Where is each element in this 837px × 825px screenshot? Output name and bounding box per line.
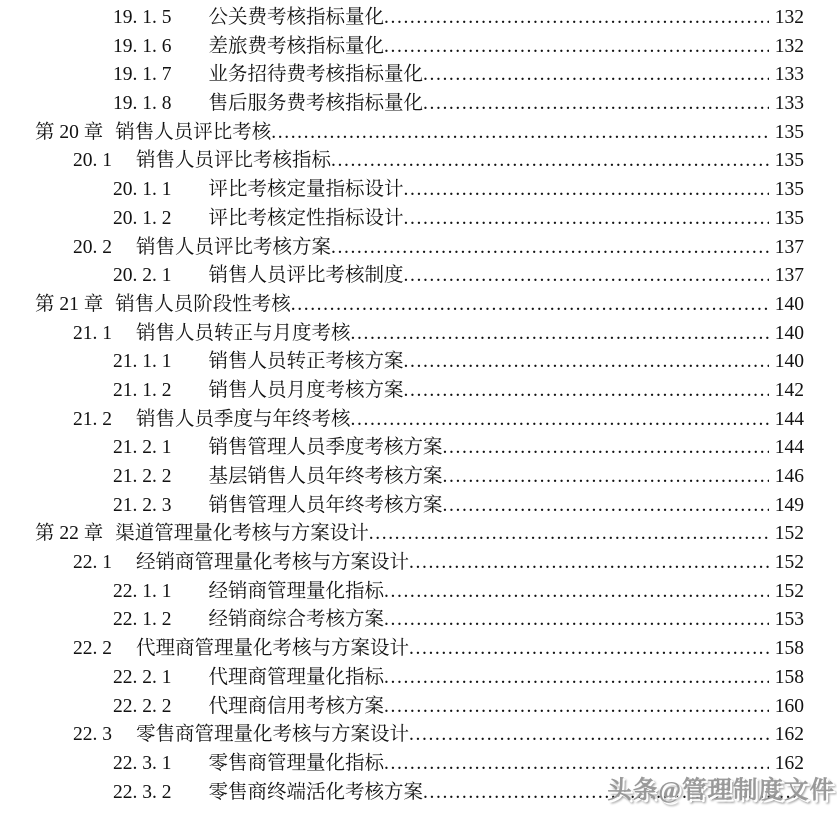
toc-entry-page-number: 135 (774, 207, 804, 229)
toc-entry-page-number: 135 (774, 179, 804, 201)
dot-leader (384, 664, 769, 693)
watermark: 头条@管理制度文件 (607, 777, 835, 804)
toc-entry-title: 经销商管理量化指标 (208, 580, 385, 602)
toc-entry-title: 零售商管理量化考核与方案设计 (136, 724, 410, 746)
dot-leader (271, 119, 768, 148)
dot-leader (404, 205, 769, 234)
toc-entry-number: 21. 2. 1 (113, 437, 172, 459)
toc-entry-title: 代理商信用考核方案 (208, 695, 385, 717)
toc-entry-number: 19. 1. 8 (113, 93, 172, 115)
dot-leader (351, 406, 769, 435)
toc-entry-number: 22. 2 (73, 638, 112, 660)
toc-entry-number: 20. 1. 1 (113, 179, 172, 201)
toc-entry-title: 销售人员季度与年终考核 (136, 408, 351, 430)
toc-entry-title: 售后服务费考核指标量化 (208, 93, 424, 115)
toc-entry[interactable] (0, 234, 804, 263)
toc-entry-page-number: 133 (774, 93, 804, 115)
toc-entry[interactable] (0, 549, 804, 578)
toc-entry-number: 21. 2. 2 (113, 466, 172, 487)
dot-leader (404, 262, 769, 291)
toc-entry[interactable] (0, 4, 804, 33)
toc-entry-page-number: 152 (774, 552, 804, 574)
toc-entry-title: 销售人员转正与月度考核 (136, 322, 351, 344)
toc-entry-page-number: 144 (774, 437, 804, 459)
toc-entry-page-number: 153 (774, 609, 804, 631)
dot-leader (331, 234, 769, 263)
toc-entry-page-number: 132 (774, 7, 804, 28)
toc-entry-title: 销售管理人员年终考核方案 (208, 494, 443, 516)
toc-entry[interactable] (0, 90, 804, 119)
toc-entry-number: 21. 1. 2 (113, 379, 172, 401)
toc-entry[interactable] (0, 205, 804, 234)
toc-entry-title: 业务招待费考核指标量化 (208, 64, 424, 86)
toc-entry[interactable] (0, 348, 804, 377)
toc-entry[interactable] (0, 693, 804, 722)
toc-entry-number: 第 21 章 (35, 293, 104, 315)
dot-leader (384, 33, 769, 62)
toc-entry-title: 差旅费考核指标量化 (208, 35, 385, 57)
toc-entry-number: 22. 2. 2 (113, 695, 172, 717)
toc-entry[interactable] (0, 635, 804, 664)
toc-entry-number: 20. 1. 2 (113, 207, 172, 229)
dot-leader (384, 4, 769, 33)
toc-entry-page-number: 158 (774, 666, 804, 688)
toc-entry-number: 22. 3 (73, 724, 112, 746)
dot-leader (404, 176, 769, 205)
toc-entry-title: 销售人员月度考核方案 (208, 379, 404, 401)
toc-entry-title: 销售人员评比考核方案 (136, 236, 332, 258)
toc-entry-title: 经销商综合考核方案 (208, 609, 385, 631)
dot-leader (443, 463, 769, 492)
toc-entry-number: 22. 1. 1 (113, 580, 172, 602)
dot-leader (404, 377, 769, 406)
toc-entry-number: 19. 1. 7 (113, 64, 172, 86)
toc-entry-page-number: 142 (774, 379, 804, 401)
toc-entry-title: 零售商终端活化考核方案 (208, 781, 424, 803)
toc-entry-page-number: 137 (774, 236, 804, 258)
toc-entry[interactable] (0, 61, 804, 90)
toc-entry-title: 经销商管理量化考核与方案设计 (136, 552, 410, 574)
toc-entry-title: 基层销售人员年终考核方案 (208, 466, 443, 487)
toc-entry-title: 销售管理人员季度考核方案 (208, 437, 443, 459)
toc-entry-title: 销售人员阶段性考核 (115, 293, 291, 315)
dot-leader (409, 635, 769, 664)
toc-entry-number: 22. 3. 2 (113, 781, 172, 803)
toc-entry[interactable] (0, 377, 804, 406)
toc-entry-page-number: 132 (774, 35, 804, 57)
toc-entry-number: 20. 1 (73, 150, 112, 172)
dot-leader (351, 320, 769, 349)
toc-entry-title: 销售人员转正考核方案 (208, 351, 404, 373)
dot-leader (423, 90, 769, 119)
toc-entry[interactable] (0, 492, 804, 521)
dot-leader (369, 520, 769, 549)
toc-entry-title: 公关费考核指标量化 (208, 7, 385, 28)
toc-entry-page-number: 152 (774, 580, 804, 602)
toc-entry-number: 21. 2. 3 (113, 494, 172, 516)
toc-entry-page-number: 144 (774, 408, 804, 430)
toc-entry-number: 19. 1. 6 (113, 35, 172, 57)
toc-entry-title: 代理商管理量化指标 (208, 666, 385, 688)
toc-entry[interactable] (0, 578, 804, 607)
toc-entry-title: 渠道管理量化考核与方案设计 (115, 523, 369, 545)
dot-leader (423, 61, 769, 90)
toc-entry-number: 19. 1. 5 (113, 7, 172, 28)
toc-entry-number: 21. 2 (73, 408, 112, 430)
dot-leader (443, 434, 769, 463)
dot-leader (409, 549, 769, 578)
toc-entry-page-number: 135 (774, 121, 804, 143)
toc-entry-page-number: 158 (774, 638, 804, 660)
toc-entry[interactable] (0, 176, 804, 205)
toc-entry[interactable] (0, 664, 804, 693)
toc-entry-page-number: 140 (774, 293, 804, 315)
toc-entry-number: 22. 2. 1 (113, 666, 172, 688)
toc-entry[interactable] (0, 406, 804, 435)
toc-entry-number: 第 22 章 (35, 523, 104, 545)
dot-leader (384, 693, 769, 722)
toc-entry-number: 22. 3. 1 (113, 752, 172, 774)
dot-leader (409, 721, 769, 750)
toc-list (0, 4, 804, 807)
toc-entry-number: 21. 1 (73, 322, 112, 344)
toc-entry[interactable] (0, 463, 804, 492)
toc-entry-page-number: 146 (774, 466, 804, 487)
toc-entry-title: 评比考核定性指标设计 (208, 207, 404, 229)
toc-entry-page-number: 133 (774, 64, 804, 86)
toc-entry[interactable] (0, 721, 804, 750)
dot-leader (384, 578, 769, 607)
toc-entry-number: 22. 1. 2 (113, 609, 172, 631)
dot-leader (291, 291, 769, 320)
toc-entry[interactable] (0, 291, 804, 320)
toc-entry[interactable] (0, 434, 804, 463)
toc-entry[interactable] (0, 320, 804, 349)
toc-entry-title: 销售人员评比考核指标 (136, 150, 332, 172)
toc-entry-number: 20. 2 (73, 236, 112, 258)
toc-entry-title: 评比考核定量指标设计 (208, 179, 404, 201)
toc-entry-page-number: 160 (774, 695, 804, 717)
toc-entry-page-number: 140 (774, 351, 804, 373)
toc-entry[interactable] (0, 262, 804, 291)
toc-entry-title: 销售人员评比考核制度 (208, 265, 404, 287)
toc-entry-page-number: 152 (774, 523, 804, 545)
dot-leader (384, 606, 769, 635)
toc-entry-title: 代理商管理量化考核与方案设计 (136, 638, 410, 660)
dot-leader (331, 147, 769, 176)
toc-entry-page-number: 137 (774, 265, 804, 287)
toc-entry-title: 零售商管理量化指标 (208, 752, 385, 774)
toc-entry[interactable] (0, 606, 804, 635)
toc-entry-page-number: 162 (774, 752, 804, 774)
toc-entry-number: 22. 1 (73, 552, 112, 574)
dot-leader (443, 492, 769, 521)
toc-entry-number: 第 20 章 (35, 121, 104, 143)
toc-entry-page-number: 135 (774, 150, 804, 172)
toc-entry[interactable] (0, 520, 804, 549)
dot-leader (404, 348, 769, 377)
toc-entry-number: 20. 2. 1 (113, 265, 172, 287)
toc-entry-page-number: 162 (774, 724, 804, 746)
toc-entry-page-number: 149 (774, 494, 804, 516)
toc-entry-number: 21. 1. 1 (113, 351, 172, 373)
toc-entry[interactable] (0, 33, 804, 62)
toc-entry[interactable] (0, 147, 804, 176)
toc-entry[interactable] (0, 119, 804, 148)
toc-entry-page-number: 140 (774, 322, 804, 344)
toc-entry-title: 销售人员评比考核 (115, 121, 272, 143)
